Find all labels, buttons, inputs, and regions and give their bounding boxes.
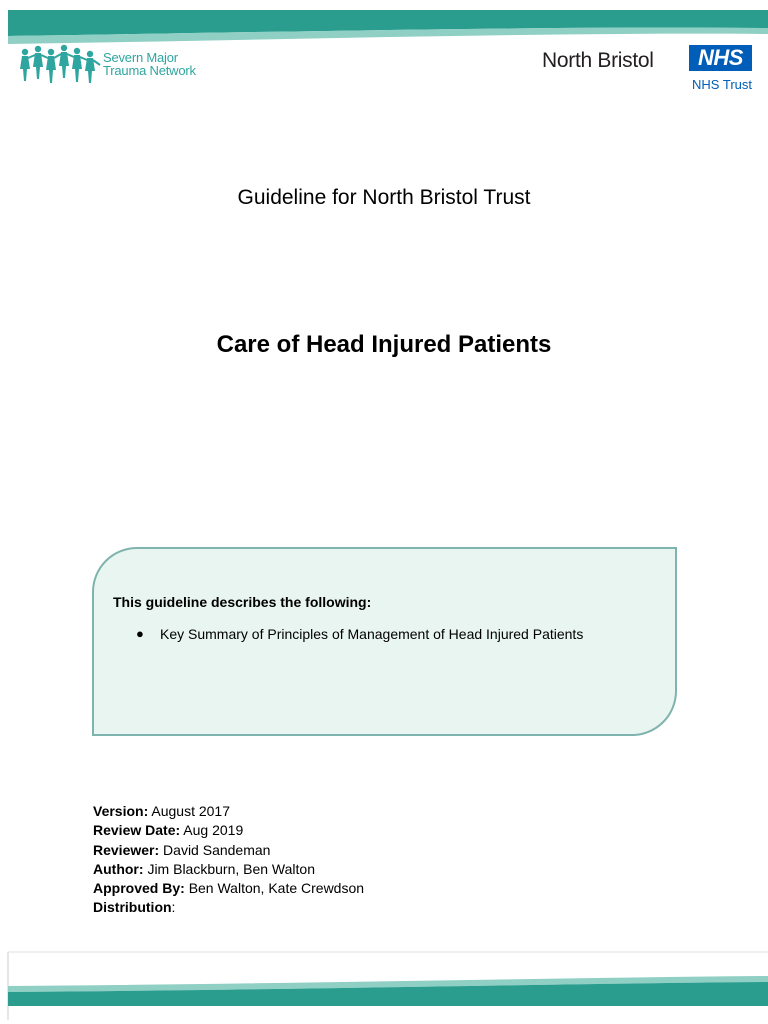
author-value: Jim Blackburn, Ben Walton <box>147 860 315 877</box>
summary-box <box>92 547 677 736</box>
summary-list <box>94 626 583 642</box>
review-date-row <box>93 821 364 840</box>
summary-heading: This guideline describes the following: <box>113 594 372 610</box>
author-row <box>93 860 364 879</box>
distribution-row <box>93 898 364 917</box>
approved-by-row <box>93 879 364 898</box>
bottom-wave-band <box>0 950 768 1024</box>
people-chain-icon <box>18 43 104 89</box>
version-row <box>93 802 364 821</box>
north-bristol-nhs-logo <box>542 44 752 94</box>
author-label: Author: <box>93 860 144 877</box>
document-title: Care of Head Injured Patients <box>216 331 552 358</box>
version-label: Version: <box>93 803 149 819</box>
reviewer-label: Reviewer: <box>93 841 160 858</box>
review-date-value: Aug 2019 <box>183 822 244 839</box>
bullet-icon: ● <box>136 626 144 641</box>
document-metadata <box>93 802 364 918</box>
smtn-logo-line1: Severn Major <box>103 50 178 65</box>
approved-by-value: Ben Walton, Kate Crewdson <box>188 880 365 897</box>
distribution-colon: : <box>171 899 176 916</box>
nhs-mark: NHS <box>689 45 752 71</box>
document-subtitle: Guideline for North Bristol Trust <box>237 186 531 209</box>
summary-item-text: Key Summary of Principles of Management of Head Injured Patients <box>160 626 584 642</box>
summary-list-item <box>94 626 583 642</box>
smtn-logo-text <box>103 51 196 77</box>
version-value: August 2017 <box>151 803 230 819</box>
smtn-logo-line2: Trauma Network <box>103 63 196 78</box>
nhs-org-name: North Bristol <box>542 49 654 72</box>
distribution-label: Distribution <box>93 899 172 916</box>
reviewer-value: David Sandeman <box>163 841 271 858</box>
severn-major-trauma-network-logo <box>18 43 218 89</box>
nhs-trust-label: NHS Trust <box>692 77 752 92</box>
review-date-label: Review Date: <box>93 822 181 839</box>
approved-by-label: Approved By: <box>93 880 185 897</box>
reviewer-row <box>93 841 364 860</box>
